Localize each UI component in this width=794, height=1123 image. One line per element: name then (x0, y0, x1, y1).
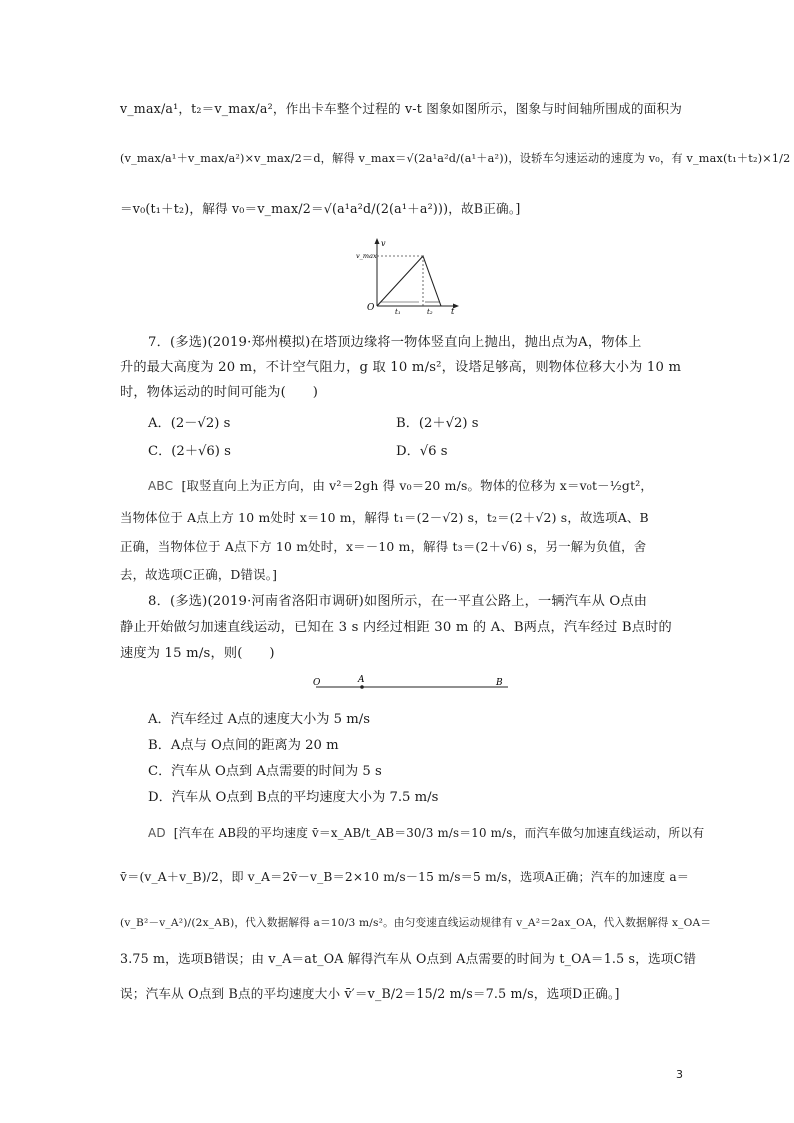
q7-stem-line-1: 7．(多选)(2019·郑州模拟)在塔顶边缘将一物体竖直向上抛出，抛出点为A，物体上 (148, 335, 642, 350)
page-number: 3 (676, 1068, 683, 1081)
point-b-label: B (496, 678, 503, 688)
point-a-label: A (358, 675, 365, 685)
q7-answer: ABC (148, 479, 174, 493)
t1-label: t₁ (395, 308, 401, 314)
q8-explanation-line-4: 3.75 m，选项B错误；由 v_A＝at_OA 解得汽车从 O点到 A点需要的时间为 t_OA＝1.5 s，选项C错 (120, 951, 697, 966)
q8-option-d: D．汽车从 O点到 B点的平均速度大小为 7.5 m/s (148, 790, 439, 805)
vmax-label: v_max (356, 252, 377, 260)
q7-explanation-line-1 (148, 477, 653, 495)
q6-line-2: (v_max/a¹＋v_max/a²)×v_max/2＝d，解得 v_max＝√(2a¹a²d/(a¹＋a²))，设轿车匀速运动的速度为 v₀，有 v_max(t₁＋t₂)×1/2 (120, 152, 791, 165)
q7-stem-line-2: 升的最大高度为 20 m，不计空气阻力，g 取 10 m/s²，设塔足够高，则物体位移大小为 10 m (120, 360, 682, 375)
v-axis-arrow (375, 238, 380, 244)
q7-option-a: A．(2－√2) s (148, 416, 231, 431)
q8-option-b: B．A点与 O点间的距离为 20 m (148, 738, 339, 753)
q7-option-c: C．(2＋√6) s (148, 444, 231, 459)
q7-explanation-line-4: 去，故选项C正确，D错误。] (120, 567, 278, 582)
q7-option-b: B．(2＋√2) s (396, 416, 479, 431)
q7-stem-line-3: 时，物体运动的时间可能为( ) (120, 385, 319, 400)
t-axis-label: t (451, 307, 455, 314)
q6-line-1: v_max/a¹，t₂＝v_max/a²，作出卡车整个过程的 v-t 图象如图所示，图象与时间轴所围成的面积为 (120, 101, 683, 116)
vt-curve (377, 256, 441, 306)
v-axis-label: v (381, 239, 386, 248)
q8-option-c: C．汽车从 O点到 A点需要的时间为 5 s (148, 764, 382, 779)
q8-stem-line-2: 静止开始做匀加速直线运动，已知在 3 s 内经过相距 30 m 的 A、B两点，汽车经过 B点时的 (120, 620, 672, 635)
vt-graph (355, 236, 465, 314)
q8-explanation-line-5: 误；汽车从 O点到 B点的平均速度大小 v̄′＝v_B/2＝15/2 m/s＝7.5 m/s，选项D正确。] (120, 986, 620, 1001)
origin-label: O (367, 303, 375, 313)
q8-explanation-text-1: [汽车在 AB段的平均速度 v̄＝x_AB/t_AB＝30/3 m/s＝10 m/s，而汽车做匀加速直线运动，所以有 (173, 826, 705, 840)
q7-explanation-line-3: 正确，当物体位于 A点下方 10 m处时，x＝－10 m，解得 t₃＝(2＋√6) s，另一解为负值，舍 (120, 539, 647, 554)
q7-explanation-line-2: 当物体位于 A点上方 10 m处时 x＝10 m，解得 t₁＝(2－√2) s，t₂＝(2＋√2) s，故选项A、B (120, 510, 649, 525)
q8-answer: AD (148, 826, 166, 840)
q8-explanation-line-2: v̄＝(v_A＋v_B)/2，即 v_A＝2v̄－v_B＝2×10 m/s－15 m/s＝5 m/s，选项A正确；汽车的加速度 a＝ (120, 870, 690, 884)
q8-explanation-line-1 (148, 824, 704, 842)
q8-stem-line-3: 速度为 15 m/s，则( ) (120, 646, 275, 661)
t2-label: t₂ (427, 308, 433, 314)
road-diagram (308, 672, 518, 696)
q8-stem-line-1: 8．(多选)(2019·河南省洛阳市调研)如图所示，在一平直公路上，一辆汽车从 O点由 (148, 594, 648, 609)
q8-explanation-line-3: (v_B²－v_A²)/(2x_AB)，代入数据解得 a＝10/3 m/s²。由匀变速直线运动规律有 v_A²＝2ax_OA，代入数据解得 x_OA＝ (120, 917, 712, 929)
point-a-dot (360, 685, 364, 689)
q8-option-a: A．汽车经过 A点的速度大小为 5 m/s (148, 712, 370, 727)
point-o-label: O (313, 678, 321, 688)
q6-line-3: ＝v₀(t₁＋t₂)，解得 v₀＝v_max/2＝√(a¹a²d/(2(a¹＋a²)))，故B正确。] (120, 201, 521, 216)
q7-explanation-text-1: [取竖直向上为正方向，由 v²＝2gh 得 v₀＝20 m/s。物体的位移为 x＝v₀t－½gt²， (181, 478, 654, 493)
q7-option-d: D．√6 s (396, 444, 448, 459)
